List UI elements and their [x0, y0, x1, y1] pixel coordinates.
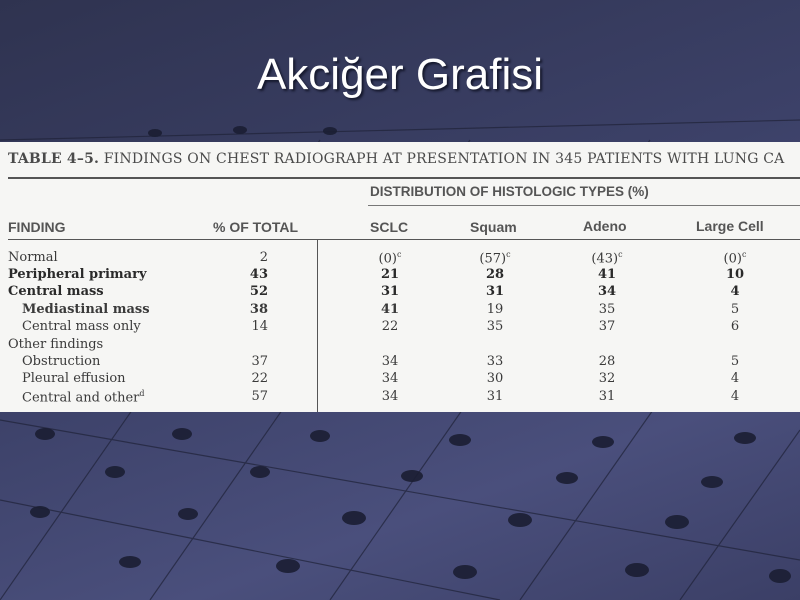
cell-sclc: 34 — [381, 371, 399, 386]
table-row — [0, 389, 800, 406]
cell-finding: Central mass — [8, 284, 104, 299]
footnote-marker: d — [139, 389, 145, 398]
cell-large: 5 — [730, 354, 740, 369]
table-row — [0, 267, 800, 284]
cell-squam: 19 — [486, 302, 504, 317]
header-rule — [8, 239, 800, 240]
cell-sclc: 34 — [381, 389, 399, 404]
cell-finding: Central mass only — [22, 319, 141, 334]
cell-sclc: 34 — [381, 354, 399, 369]
cell-pct: 14 — [251, 319, 268, 334]
histologic-group-header: DISTRIBUTION OF HISTOLOGIC TYPES (%) — [370, 184, 649, 199]
cell-adeno: $(43)^c$ — [591, 250, 623, 267]
table-row — [0, 354, 800, 371]
cell-pct: 37 — [251, 354, 268, 369]
table-row — [0, 284, 800, 301]
cell-sclc: 21 — [380, 267, 400, 282]
table-row — [0, 319, 800, 336]
cell-large: 10 — [725, 267, 745, 282]
cell-squam: 35 — [486, 319, 504, 334]
footnote-marker: c — [618, 250, 623, 259]
footnote-marker: c — [506, 250, 511, 259]
cell-large: 4 — [730, 389, 740, 404]
cell-adeno: 41 — [597, 267, 617, 282]
table-caption-label: TABLE 4–5. — [8, 151, 100, 167]
footnote-marker: c — [396, 250, 402, 259]
cell-finding: Obstruction — [22, 354, 101, 369]
cell-pct: 43 — [249, 267, 268, 282]
cell-finding: Normal — [8, 250, 58, 265]
cell-adeno: 31 — [598, 389, 616, 404]
cell-large: 4 — [730, 371, 740, 386]
table-row — [0, 337, 800, 354]
table-row — [0, 371, 800, 388]
top-rule — [8, 177, 800, 179]
col-header-finding: FINDING — [8, 219, 66, 235]
cell-finding: Other findings — [8, 337, 104, 352]
cell-large: 6 — [730, 319, 740, 334]
cell-finding: Mediastinal mass — [22, 302, 150, 317]
footnote-marker: c — [741, 250, 747, 259]
cell-pct: 2 — [259, 250, 268, 265]
col-header-pct-total: % OF TOTAL — [213, 219, 299, 235]
cell-squam: 33 — [486, 354, 504, 369]
table-caption — [8, 151, 784, 167]
cell-sclc: $(0)^c$ — [378, 250, 402, 267]
cell-adeno: 28 — [598, 354, 616, 369]
cell-squam: $(57)^c$ — [479, 250, 511, 267]
cell-pct: 52 — [249, 284, 268, 299]
col-header-squam: Squam — [470, 219, 517, 235]
col-header-large-cell: Large Cell — [696, 218, 764, 234]
table-row — [0, 302, 800, 319]
group-rule — [368, 205, 800, 206]
cell-sclc: 41 — [380, 302, 400, 317]
cell-sclc: 31 — [380, 284, 400, 299]
table-caption-text: FINDINGS ON CHEST RADIOGRAPH AT PRESENTATION IN 345 PATIENTS WITH LUNG CA — [103, 151, 785, 167]
cell-large: 4 — [730, 284, 740, 299]
cell-adeno: 32 — [598, 371, 616, 386]
cell-pct: 57 — [251, 389, 268, 404]
cell-finding: Peripheral primary — [8, 267, 147, 282]
cell-adeno: 35 — [598, 302, 616, 317]
cell-pct: 38 — [249, 302, 268, 317]
cell-large: 5 — [730, 302, 740, 317]
cell-squam: 31 — [485, 284, 505, 299]
cell-large: $(0)^c$ — [723, 250, 747, 267]
cell-sclc: 22 — [381, 319, 399, 334]
slide-title: Akciğer Grafisi — [256, 50, 544, 99]
col-header-adeno: Adeno — [583, 218, 627, 234]
cell-finding: Central and other$^d$ — [22, 389, 145, 406]
cell-adeno: 34 — [597, 284, 617, 299]
cell-squam: 31 — [486, 389, 504, 404]
table-row — [0, 250, 800, 267]
cell-squam: 28 — [485, 267, 505, 282]
cell-squam: 30 — [486, 371, 504, 386]
cell-finding: Pleural effusion — [22, 371, 126, 386]
cell-pct: 22 — [251, 371, 268, 386]
col-header-sclc: SCLC — [370, 219, 409, 235]
cell-adeno: 37 — [598, 319, 616, 334]
scanned-table — [0, 142, 800, 412]
